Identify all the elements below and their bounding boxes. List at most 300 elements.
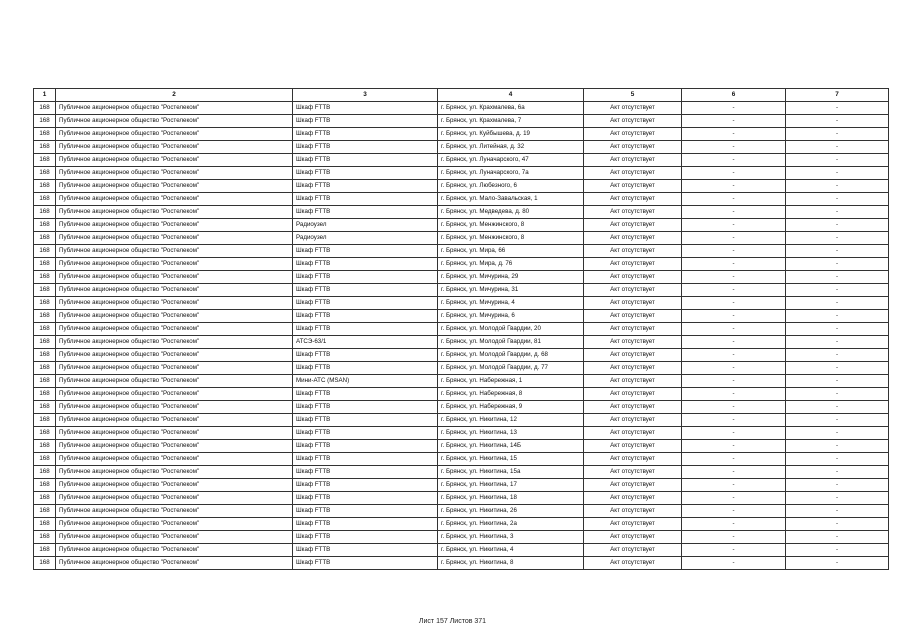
address-cell: г. Брянск, ул. Набережная, 1 <box>438 375 584 388</box>
act-status-cell: Акт отсутствует <box>584 102 682 115</box>
organization-cell: Публичное акционерное общество "Ростелеком" <box>56 427 293 440</box>
table-row <box>34 427 889 440</box>
address-cell: г. Брянск, ул. Менжинского, 8 <box>438 219 584 232</box>
row-number-cell: 168 <box>34 206 56 219</box>
row-number-cell: 168 <box>34 323 56 336</box>
organization-cell: Публичное акционерное общество "Ростелеком" <box>56 258 293 271</box>
row-number-cell: 168 <box>34 219 56 232</box>
row-number-cell: 168 <box>34 297 56 310</box>
organization-cell: Публичное акционерное общество "Ростелеком" <box>56 375 293 388</box>
address-cell: г. Брянск, ул. Луначарского, 7а <box>438 167 584 180</box>
organization-cell: Публичное акционерное общество "Ростелеком" <box>56 492 293 505</box>
object-cell: Шкаф FTTB <box>293 362 438 375</box>
address-cell: г. Брянск, ул. Куйбышева, д. 19 <box>438 128 584 141</box>
table-row <box>34 284 889 297</box>
col6-cell: - <box>682 310 786 323</box>
row-number-cell: 168 <box>34 336 56 349</box>
row-number-cell: 168 <box>34 271 56 284</box>
row-number-cell: 168 <box>34 141 56 154</box>
table-row <box>34 206 889 219</box>
object-cell: Шкаф FTTB <box>293 479 438 492</box>
col6-cell: - <box>682 427 786 440</box>
row-number-cell: 168 <box>34 453 56 466</box>
col6-cell: - <box>682 323 786 336</box>
col6-cell: - <box>682 141 786 154</box>
col7-cell: - <box>786 518 889 531</box>
header-col-6: 6 <box>682 89 786 102</box>
row-number-cell: 168 <box>34 128 56 141</box>
organization-cell: Публичное акционерное общество "Ростелеком" <box>56 453 293 466</box>
object-cell: АТСЭ-63/1 <box>293 336 438 349</box>
organization-cell: Публичное акционерное общество "Ростелеком" <box>56 505 293 518</box>
address-cell: г. Брянск, ул. Крахмалева, 7 <box>438 115 584 128</box>
organization-cell: Публичное акционерное общество "Ростелеком" <box>56 531 293 544</box>
col6-cell: - <box>682 479 786 492</box>
col6-cell: - <box>682 388 786 401</box>
table-row <box>34 154 889 167</box>
col6-cell: - <box>682 180 786 193</box>
act-status-cell: Акт отсутствует <box>584 375 682 388</box>
organization-cell: Публичное акционерное общество "Ростелеком" <box>56 206 293 219</box>
header-col-7: 7 <box>786 89 889 102</box>
act-status-cell: Акт отсутствует <box>584 349 682 362</box>
act-status-cell: Акт отсутствует <box>584 284 682 297</box>
act-status-cell: Акт отсутствует <box>584 271 682 284</box>
organization-cell: Публичное акционерное общество "Ростелеком" <box>56 193 293 206</box>
organization-cell: Публичное акционерное общество "Ростелеком" <box>56 544 293 557</box>
object-cell: Шкаф FTTB <box>293 310 438 323</box>
row-number-cell: 168 <box>34 505 56 518</box>
row-number-cell: 168 <box>34 245 56 258</box>
address-cell: г. Брянск, ул. Мичурина, 6 <box>438 310 584 323</box>
object-cell: Шкаф FTTB <box>293 401 438 414</box>
table-row <box>34 466 889 479</box>
col6-cell: - <box>682 531 786 544</box>
organization-cell: Публичное акционерное общество "Ростелеком" <box>56 362 293 375</box>
organization-cell: Публичное акционерное общество "Ростелеком" <box>56 128 293 141</box>
col7-cell: - <box>786 245 889 258</box>
col6-cell: - <box>682 297 786 310</box>
address-cell: г. Брянск, ул. Никитина, 14Б <box>438 440 584 453</box>
row-number-cell: 168 <box>34 284 56 297</box>
act-status-cell: Акт отсутствует <box>584 128 682 141</box>
organization-cell: Публичное акционерное общество "Ростелеком" <box>56 115 293 128</box>
row-number-cell: 168 <box>34 518 56 531</box>
object-cell: Шкаф FTTB <box>293 557 438 570</box>
object-cell: Шкаф FTTB <box>293 180 438 193</box>
act-status-cell: Акт отсутствует <box>584 544 682 557</box>
address-cell: г. Брянск, ул. Литейная, д. 32 <box>438 141 584 154</box>
col7-cell: - <box>786 544 889 557</box>
col6-cell: - <box>682 557 786 570</box>
act-status-cell: Акт отсутствует <box>584 297 682 310</box>
col7-cell: - <box>786 401 889 414</box>
row-number-cell: 168 <box>34 414 56 427</box>
col7-cell: - <box>786 154 889 167</box>
address-cell: г. Брянск, ул. Никитина, 13 <box>438 427 584 440</box>
object-cell: Шкаф FTTB <box>293 167 438 180</box>
row-number-cell: 168 <box>34 388 56 401</box>
table-row <box>34 128 889 141</box>
col6-cell: - <box>682 401 786 414</box>
col7-cell: - <box>786 219 889 232</box>
col7-cell: - <box>786 102 889 115</box>
object-cell: Шкаф FTTB <box>293 193 438 206</box>
table-body <box>34 102 889 570</box>
col7-cell: - <box>786 310 889 323</box>
object-cell: Шкаф FTTB <box>293 323 438 336</box>
table-row <box>34 453 889 466</box>
col6-cell: - <box>682 154 786 167</box>
row-number-cell: 168 <box>34 167 56 180</box>
table-row <box>34 362 889 375</box>
object-cell: Шкаф FTTB <box>293 388 438 401</box>
table-row <box>34 440 889 453</box>
object-cell: Радиоузел <box>293 219 438 232</box>
col6-cell: - <box>682 466 786 479</box>
address-cell: г. Брянск, ул. Мичурина, 31 <box>438 284 584 297</box>
table-row <box>34 219 889 232</box>
object-cell: Шкаф FTTB <box>293 258 438 271</box>
organization-cell: Публичное акционерное общество "Ростелеком" <box>56 518 293 531</box>
col7-cell: - <box>786 440 889 453</box>
organization-cell: Публичное акционерное общество "Ростелеком" <box>56 466 293 479</box>
object-cell: Шкаф FTTB <box>293 492 438 505</box>
address-cell: г. Брянск, ул. Любезного, 6 <box>438 180 584 193</box>
col7-cell: - <box>786 323 889 336</box>
organization-cell: Публичное акционерное общество "Ростелеком" <box>56 167 293 180</box>
table-row <box>34 193 889 206</box>
col7-cell: - <box>786 349 889 362</box>
address-cell: г. Брянск, ул. Никитина, 18 <box>438 492 584 505</box>
col7-cell: - <box>786 297 889 310</box>
col7-cell: - <box>786 128 889 141</box>
header-row <box>34 89 889 102</box>
act-status-cell: Акт отсутствует <box>584 479 682 492</box>
row-number-cell: 168 <box>34 115 56 128</box>
col6-cell: - <box>682 128 786 141</box>
col7-cell: - <box>786 479 889 492</box>
table-row <box>34 375 889 388</box>
address-cell: г. Брянск, ул. Никитина, 2а <box>438 518 584 531</box>
col6-cell: - <box>682 362 786 375</box>
act-status-cell: Акт отсутствует <box>584 167 682 180</box>
col6-cell: - <box>682 544 786 557</box>
object-cell: Шкаф FTTB <box>293 284 438 297</box>
table-row <box>34 102 889 115</box>
organization-cell: Публичное акционерное общество "Ростелеком" <box>56 180 293 193</box>
act-status-cell: Акт отсутствует <box>584 427 682 440</box>
act-status-cell: Акт отсутствует <box>584 141 682 154</box>
table-row <box>34 557 889 570</box>
object-cell: Шкаф FTTB <box>293 141 438 154</box>
act-status-cell: Акт отсутствует <box>584 388 682 401</box>
col6-cell: - <box>682 414 786 427</box>
object-cell: Шкаф FTTB <box>293 466 438 479</box>
object-cell: Шкаф FTTB <box>293 453 438 466</box>
table-row <box>34 388 889 401</box>
row-number-cell: 168 <box>34 102 56 115</box>
act-status-cell: Акт отсутствует <box>584 440 682 453</box>
row-number-cell: 168 <box>34 557 56 570</box>
row-number-cell: 168 <box>34 466 56 479</box>
organization-cell: Публичное акционерное общество "Ростелеком" <box>56 388 293 401</box>
act-status-cell: Акт отсутствует <box>584 245 682 258</box>
table-row <box>34 349 889 362</box>
col7-cell: - <box>786 531 889 544</box>
object-cell: Шкаф FTTB <box>293 245 438 258</box>
col6-cell: - <box>682 336 786 349</box>
row-number-cell: 168 <box>34 492 56 505</box>
table-row <box>34 271 889 284</box>
row-number-cell: 168 <box>34 154 56 167</box>
row-number-cell: 168 <box>34 180 56 193</box>
organization-cell: Публичное акционерное общество "Ростелеком" <box>56 557 293 570</box>
row-number-cell: 168 <box>34 362 56 375</box>
organization-cell: Публичное акционерное общество "Ростелеком" <box>56 310 293 323</box>
col6-cell: - <box>682 245 786 258</box>
col7-cell: - <box>786 193 889 206</box>
act-status-cell: Акт отсутствует <box>584 219 682 232</box>
organization-cell: Публичное акционерное общество "Ростелеком" <box>56 284 293 297</box>
organization-cell: Публичное акционерное общество "Ростелеком" <box>56 245 293 258</box>
table-row <box>34 544 889 557</box>
row-number-cell: 168 <box>34 349 56 362</box>
address-cell: г. Брянск, ул. Никитина, 4 <box>438 544 584 557</box>
address-cell: г. Брянск, ул. Молодой Гвардии, д. 77 <box>438 362 584 375</box>
address-cell: г. Брянск, ул. Мира, 66 <box>438 245 584 258</box>
address-cell: г. Брянск, ул. Менжинского, 8 <box>438 232 584 245</box>
document-sheet <box>33 88 888 570</box>
row-number-cell: 168 <box>34 193 56 206</box>
address-cell: г. Брянск, ул. Никитина, 12 <box>438 414 584 427</box>
col6-cell: - <box>682 232 786 245</box>
col7-cell: - <box>786 167 889 180</box>
table-row <box>34 245 889 258</box>
act-status-cell: Акт отсутствует <box>584 414 682 427</box>
table-row <box>34 141 889 154</box>
col6-cell: - <box>682 206 786 219</box>
page-footer: Лист 157 Листов 371 <box>418 618 487 625</box>
organization-cell: Публичное акционерное общество "Ростелеком" <box>56 141 293 154</box>
col6-cell: - <box>682 349 786 362</box>
address-cell: г. Брянск, ул. Никитина, 15 <box>438 453 584 466</box>
col6-cell: - <box>682 193 786 206</box>
col6-cell: - <box>682 375 786 388</box>
address-cell: г. Брянск, ул. Мало-Завальская, 1 <box>438 193 584 206</box>
table-row <box>34 167 889 180</box>
header-col-1: 1 <box>34 89 56 102</box>
act-status-cell: Акт отсутствует <box>584 557 682 570</box>
act-status-cell: Акт отсутствует <box>584 115 682 128</box>
address-cell: г. Брянск, ул. Никитина, 15а <box>438 466 584 479</box>
organization-cell: Публичное акционерное общество "Ростелеком" <box>56 414 293 427</box>
organization-cell: Публичное акционерное общество "Ростелеком" <box>56 479 293 492</box>
col7-cell: - <box>786 271 889 284</box>
row-number-cell: 168 <box>34 544 56 557</box>
table-row <box>34 336 889 349</box>
organization-cell: Публичное акционерное общество "Ростелеком" <box>56 401 293 414</box>
organization-cell: Публичное акционерное общество "Ростелеком" <box>56 440 293 453</box>
row-number-cell: 168 <box>34 232 56 245</box>
col6-cell: - <box>682 258 786 271</box>
header-col-4: 4 <box>438 89 584 102</box>
col6-cell: - <box>682 518 786 531</box>
object-cell: Шкаф FTTB <box>293 505 438 518</box>
object-cell: Шкаф FTTB <box>293 102 438 115</box>
address-cell: г. Брянск, ул. Мичурина, 4 <box>438 297 584 310</box>
col6-cell: - <box>682 271 786 284</box>
organization-cell: Публичное акционерное общество "Ростелеком" <box>56 219 293 232</box>
organization-cell: Публичное акционерное общество "Ростелеком" <box>56 154 293 167</box>
act-status-cell: Акт отсутствует <box>584 466 682 479</box>
header-col-2: 2 <box>56 89 293 102</box>
col7-cell: - <box>786 362 889 375</box>
col7-cell: - <box>786 336 889 349</box>
act-status-cell: Акт отсутствует <box>584 505 682 518</box>
address-cell: г. Брянск, ул. Мира, д. 76 <box>438 258 584 271</box>
address-cell: г. Брянск, ул. Молодой Гвардии, д. 68 <box>438 349 584 362</box>
act-status-cell: Акт отсутствует <box>584 310 682 323</box>
object-cell: Шкаф FTTB <box>293 440 438 453</box>
object-cell: Мини-АТС (MSAN) <box>293 375 438 388</box>
col6-cell: - <box>682 505 786 518</box>
object-cell: Шкаф FTTB <box>293 128 438 141</box>
table-row <box>34 414 889 427</box>
col7-cell: - <box>786 115 889 128</box>
address-cell: г. Брянск, ул. Никитина, 3 <box>438 531 584 544</box>
col7-cell: - <box>786 414 889 427</box>
col7-cell: - <box>786 180 889 193</box>
organization-cell: Публичное акционерное общество "Ростелеком" <box>56 232 293 245</box>
col7-cell: - <box>786 375 889 388</box>
address-cell: г. Брянск, ул. Набережная, 9 <box>438 401 584 414</box>
table-row <box>34 258 889 271</box>
col7-cell: - <box>786 232 889 245</box>
table-row <box>34 323 889 336</box>
col6-cell: - <box>682 440 786 453</box>
act-status-cell: Акт отсутствует <box>584 206 682 219</box>
organization-cell: Публичное акционерное общество "Ростелеком" <box>56 336 293 349</box>
col7-cell: - <box>786 453 889 466</box>
row-number-cell: 168 <box>34 258 56 271</box>
col6-cell: - <box>682 167 786 180</box>
act-status-cell: Акт отсутствует <box>584 180 682 193</box>
col7-cell: - <box>786 492 889 505</box>
table-row <box>34 310 889 323</box>
organization-cell: Публичное акционерное общество "Ростелеком" <box>56 297 293 310</box>
act-status-cell: Акт отсутствует <box>584 193 682 206</box>
table-row <box>34 297 889 310</box>
row-number-cell: 168 <box>34 401 56 414</box>
object-cell: Шкаф FTTB <box>293 154 438 167</box>
act-status-cell: Акт отсутствует <box>584 518 682 531</box>
row-number-cell: 168 <box>34 310 56 323</box>
row-number-cell: 168 <box>34 440 56 453</box>
object-cell: Шкаф FTTB <box>293 518 438 531</box>
address-cell: г. Брянск, ул. Молодой Гвардии, 20 <box>438 323 584 336</box>
table-row <box>34 479 889 492</box>
row-number-cell: 168 <box>34 427 56 440</box>
object-cell: Шкаф FTTB <box>293 531 438 544</box>
organization-cell: Публичное акционерное общество "Ростелеком" <box>56 349 293 362</box>
col6-cell: - <box>682 219 786 232</box>
col7-cell: - <box>786 427 889 440</box>
act-status-cell: Акт отсутствует <box>584 336 682 349</box>
col6-cell: - <box>682 115 786 128</box>
register-table <box>33 88 889 570</box>
address-cell: г. Брянск, ул. Никитина, 17 <box>438 479 584 492</box>
act-status-cell: Акт отсутствует <box>584 492 682 505</box>
address-cell: г. Брянск, ул. Набережная, 8 <box>438 388 584 401</box>
header-col-5: 5 <box>584 89 682 102</box>
act-status-cell: Акт отсутствует <box>584 323 682 336</box>
act-status-cell: Акт отсутствует <box>584 154 682 167</box>
col7-cell: - <box>786 466 889 479</box>
table-row <box>34 505 889 518</box>
address-cell: г. Брянск, ул. Никитина, 26 <box>438 505 584 518</box>
table-row <box>34 401 889 414</box>
organization-cell: Публичное акционерное общество "Ростелеком" <box>56 323 293 336</box>
address-cell: г. Брянск, ул. Луначарского, 47 <box>438 154 584 167</box>
table-row <box>34 531 889 544</box>
address-cell: г. Брянск, ул. Медведева, д. 80 <box>438 206 584 219</box>
address-cell: г. Брянск, ул. Никитина, 8 <box>438 557 584 570</box>
col7-cell: - <box>786 388 889 401</box>
col6-cell: - <box>682 284 786 297</box>
object-cell: Шкаф FTTB <box>293 297 438 310</box>
table-row <box>34 518 889 531</box>
organization-cell: Публичное акционерное общество "Ростелеком" <box>56 102 293 115</box>
col6-cell: - <box>682 492 786 505</box>
col7-cell: - <box>786 557 889 570</box>
row-number-cell: 168 <box>34 375 56 388</box>
header-col-3: 3 <box>293 89 438 102</box>
object-cell: Шкаф FTTB <box>293 544 438 557</box>
col7-cell: - <box>786 206 889 219</box>
act-status-cell: Акт отсутствует <box>584 258 682 271</box>
row-number-cell: 168 <box>34 531 56 544</box>
object-cell: Шкаф FTTB <box>293 115 438 128</box>
table-row <box>34 115 889 128</box>
object-cell: Шкаф FTTB <box>293 414 438 427</box>
object-cell: Шкаф FTTB <box>293 427 438 440</box>
table-row <box>34 232 889 245</box>
table-row <box>34 180 889 193</box>
act-status-cell: Акт отсутствует <box>584 531 682 544</box>
object-cell: Шкаф FTTB <box>293 349 438 362</box>
address-cell: г. Брянск, ул. Крахмалева, 6а <box>438 102 584 115</box>
col7-cell: - <box>786 505 889 518</box>
table-row <box>34 492 889 505</box>
col7-cell: - <box>786 141 889 154</box>
object-cell: Радиоузел <box>293 232 438 245</box>
act-status-cell: Акт отсутствует <box>584 453 682 466</box>
address-cell: г. Брянск, ул. Молодой Гвардии, 81 <box>438 336 584 349</box>
col6-cell: - <box>682 102 786 115</box>
col7-cell: - <box>786 258 889 271</box>
act-status-cell: Акт отсутствует <box>584 401 682 414</box>
act-status-cell: Акт отсутствует <box>584 232 682 245</box>
organization-cell: Публичное акционерное общество "Ростелеком" <box>56 271 293 284</box>
col7-cell: - <box>786 284 889 297</box>
object-cell: Шкаф FTTB <box>293 206 438 219</box>
row-number-cell: 168 <box>34 479 56 492</box>
address-cell: г. Брянск, ул. Мичурина, 29 <box>438 271 584 284</box>
act-status-cell: Акт отсутствует <box>584 362 682 375</box>
object-cell: Шкаф FTTB <box>293 271 438 284</box>
col6-cell: - <box>682 453 786 466</box>
